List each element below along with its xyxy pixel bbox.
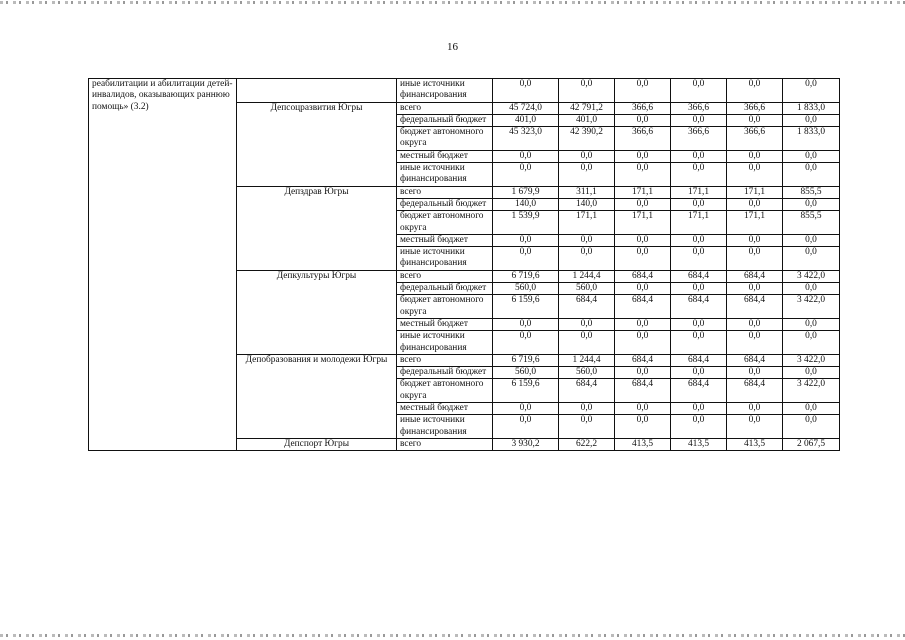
amount-cell: 0,0: [783, 403, 840, 415]
amount-cell: 0,0: [559, 318, 615, 330]
amount-cell: 0,0: [559, 79, 615, 103]
amount-cell: 0,0: [727, 367, 783, 379]
amount-cell: 684,4: [727, 354, 783, 366]
amount-cell: 0,0: [493, 234, 559, 246]
amount-cell: 0,0: [783, 367, 840, 379]
amount-cell: 3 930,2: [493, 438, 559, 450]
amount-cell: 0,0: [783, 198, 840, 210]
amount-cell: 0,0: [727, 234, 783, 246]
scan-edge-top: [0, 1, 905, 4]
amount-cell: 45 323,0: [493, 127, 559, 151]
amount-cell: 0,0: [783, 150, 840, 162]
amount-cell: 0,0: [615, 234, 671, 246]
amount-cell: 0,0: [493, 318, 559, 330]
amount-cell: 366,6: [727, 102, 783, 114]
amount-cell: 0,0: [559, 163, 615, 187]
amount-cell: 6 719,6: [493, 354, 559, 366]
funding-source: всего: [397, 354, 493, 366]
funding-source: всего: [397, 270, 493, 282]
funding-source: иные источники финансирования: [397, 247, 493, 271]
amount-cell: 560,0: [559, 367, 615, 379]
amount-cell: 684,4: [615, 295, 671, 319]
amount-cell: 1 679,9: [493, 186, 559, 198]
funding-source: федеральный бюджет: [397, 114, 493, 126]
amount-cell: 0,0: [615, 367, 671, 379]
scan-edge-bottom: [0, 634, 905, 637]
amount-cell: 366,6: [615, 127, 671, 151]
amount-cell: 0,0: [615, 283, 671, 295]
amount-cell: 0,0: [615, 198, 671, 210]
amount-cell: 560,0: [559, 283, 615, 295]
amount-cell: 0,0: [615, 331, 671, 355]
amount-cell: 0,0: [493, 247, 559, 271]
amount-cell: 366,6: [727, 127, 783, 151]
amount-cell: 855,5: [783, 211, 840, 235]
executor-name: Депздрав Югры: [237, 186, 397, 270]
amount-cell: 1 244,4: [559, 354, 615, 366]
amount-cell: 0,0: [559, 403, 615, 415]
funding-source: иные источники финансирования: [397, 331, 493, 355]
amount-cell: 622,2: [559, 438, 615, 450]
funding-source: местный бюджет: [397, 234, 493, 246]
amount-cell: 1 539,9: [493, 211, 559, 235]
amount-cell: 0,0: [671, 198, 727, 210]
funding-source: бюджет автономного округа: [397, 295, 493, 319]
funding-source: всего: [397, 438, 493, 450]
funding-source: местный бюджет: [397, 318, 493, 330]
amount-cell: 0,0: [615, 114, 671, 126]
amount-cell: 0,0: [727, 163, 783, 187]
amount-cell: 560,0: [493, 367, 559, 379]
funding-source: бюджет автономного округа: [397, 211, 493, 235]
amount-cell: 0,0: [615, 247, 671, 271]
amount-cell: 171,1: [671, 211, 727, 235]
amount-cell: 0,0: [671, 247, 727, 271]
funding-source: федеральный бюджет: [397, 198, 493, 210]
amount-cell: 684,4: [615, 270, 671, 282]
funding-source: местный бюджет: [397, 150, 493, 162]
amount-cell: 171,1: [615, 211, 671, 235]
amount-cell: 684,4: [671, 379, 727, 403]
amount-cell: 0,0: [727, 79, 783, 103]
funding-source: иные источники финансирования: [397, 415, 493, 439]
amount-cell: 855,5: [783, 186, 840, 198]
funding-source: всего: [397, 102, 493, 114]
amount-cell: 0,0: [783, 234, 840, 246]
amount-cell: 0,0: [727, 403, 783, 415]
amount-cell: 3 422,0: [783, 354, 840, 366]
amount-cell: 171,1: [727, 186, 783, 198]
amount-cell: 366,6: [671, 127, 727, 151]
amount-cell: 0,0: [559, 331, 615, 355]
amount-cell: 684,4: [671, 354, 727, 366]
amount-cell: 3 422,0: [783, 295, 840, 319]
funding-source: федеральный бюджет: [397, 367, 493, 379]
amount-cell: 0,0: [671, 331, 727, 355]
amount-cell: 0,0: [493, 331, 559, 355]
executor-name: Депкультуры Югры: [237, 270, 397, 354]
funding-source: всего: [397, 186, 493, 198]
amount-cell: 0,0: [783, 247, 840, 271]
amount-cell: 0,0: [615, 150, 671, 162]
amount-cell: 42 791,2: [559, 102, 615, 114]
amount-cell: 0,0: [671, 114, 727, 126]
amount-cell: 171,1: [727, 211, 783, 235]
amount-cell: 0,0: [493, 79, 559, 103]
amount-cell: 0,0: [671, 403, 727, 415]
amount-cell: 0,0: [727, 150, 783, 162]
amount-cell: 413,5: [615, 438, 671, 450]
funding-source: бюджет автономного округа: [397, 379, 493, 403]
amount-cell: 140,0: [493, 198, 559, 210]
amount-cell: 0,0: [559, 247, 615, 271]
amount-cell: 0,0: [727, 331, 783, 355]
executor-name: Депспорт Югры: [237, 438, 397, 450]
amount-cell: 0,0: [727, 114, 783, 126]
amount-cell: 413,5: [671, 438, 727, 450]
amount-cell: 684,4: [727, 379, 783, 403]
amount-cell: 366,6: [671, 102, 727, 114]
amount-cell: 0,0: [783, 79, 840, 103]
amount-cell: 0,0: [615, 318, 671, 330]
amount-cell: 0,0: [783, 114, 840, 126]
amount-cell: 6 159,6: [493, 379, 559, 403]
funding-source: бюджет автономного округа: [397, 127, 493, 151]
amount-cell: 0,0: [671, 415, 727, 439]
amount-cell: 0,0: [493, 415, 559, 439]
amount-cell: 311,1: [559, 186, 615, 198]
funding-source: иные источники финансирования: [397, 79, 493, 103]
amount-cell: 140,0: [559, 198, 615, 210]
amount-cell: 0,0: [615, 163, 671, 187]
amount-cell: 684,4: [559, 295, 615, 319]
page-number: 16: [447, 41, 458, 53]
amount-cell: 0,0: [727, 415, 783, 439]
amount-cell: 0,0: [493, 150, 559, 162]
amount-cell: 0,0: [671, 367, 727, 379]
amount-cell: 401,0: [559, 114, 615, 126]
amount-cell: 0,0: [493, 163, 559, 187]
amount-cell: 0,0: [671, 79, 727, 103]
amount-cell: 171,1: [671, 186, 727, 198]
amount-cell: 684,4: [727, 270, 783, 282]
amount-cell: 1 833,0: [783, 102, 840, 114]
amount-cell: 6 159,6: [493, 295, 559, 319]
amount-cell: 0,0: [671, 163, 727, 187]
executor-name: Депсоцразвития Югры: [237, 102, 397, 186]
amount-cell: 684,4: [615, 379, 671, 403]
amount-cell: 684,4: [671, 295, 727, 319]
amount-cell: 0,0: [615, 415, 671, 439]
amount-cell: 1 244,4: [559, 270, 615, 282]
funding-source: федеральный бюджет: [397, 283, 493, 295]
executor-name: Депобразования и молодежи Югры: [237, 354, 397, 438]
amount-cell: 45 724,0: [493, 102, 559, 114]
executor-cell-empty: [237, 79, 397, 103]
amount-cell: 0,0: [671, 283, 727, 295]
amount-cell: 0,0: [783, 318, 840, 330]
funding-source: иные источники финансирования: [397, 163, 493, 187]
amount-cell: 413,5: [727, 438, 783, 450]
amount-cell: 0,0: [727, 247, 783, 271]
amount-cell: 0,0: [559, 150, 615, 162]
amount-cell: 0,0: [783, 415, 840, 439]
amount-cell: 0,0: [493, 403, 559, 415]
amount-cell: 0,0: [727, 318, 783, 330]
amount-cell: 3 422,0: [783, 270, 840, 282]
amount-cell: 6 719,6: [493, 270, 559, 282]
amount-cell: 0,0: [671, 318, 727, 330]
amount-cell: 2 067,5: [783, 438, 840, 450]
amount-cell: 0,0: [783, 283, 840, 295]
amount-cell: 171,1: [559, 211, 615, 235]
amount-cell: 0,0: [671, 234, 727, 246]
amount-cell: 3 422,0: [783, 379, 840, 403]
financing-table: [88, 78, 840, 451]
amount-cell: 366,6: [615, 102, 671, 114]
amount-cell: 0,0: [559, 415, 615, 439]
amount-cell: 171,1: [615, 186, 671, 198]
table-row: [89, 79, 840, 103]
amount-cell: 0,0: [559, 234, 615, 246]
amount-cell: 0,0: [615, 403, 671, 415]
amount-cell: 42 390,2: [559, 127, 615, 151]
funding-source: местный бюджет: [397, 403, 493, 415]
amount-cell: 401,0: [493, 114, 559, 126]
amount-cell: 0,0: [727, 198, 783, 210]
program-name: реабилитации и абилитации детей-инвалидов, оказывающих раннюю помощь» (3.2): [89, 79, 237, 451]
amount-cell: 684,4: [559, 379, 615, 403]
amount-cell: 684,4: [671, 270, 727, 282]
amount-cell: 684,4: [615, 354, 671, 366]
amount-cell: 684,4: [727, 295, 783, 319]
amount-cell: 0,0: [671, 150, 727, 162]
amount-cell: 560,0: [493, 283, 559, 295]
amount-cell: 0,0: [783, 163, 840, 187]
amount-cell: 0,0: [727, 283, 783, 295]
amount-cell: 0,0: [615, 79, 671, 103]
amount-cell: 0,0: [783, 331, 840, 355]
amount-cell: 1 833,0: [783, 127, 840, 151]
